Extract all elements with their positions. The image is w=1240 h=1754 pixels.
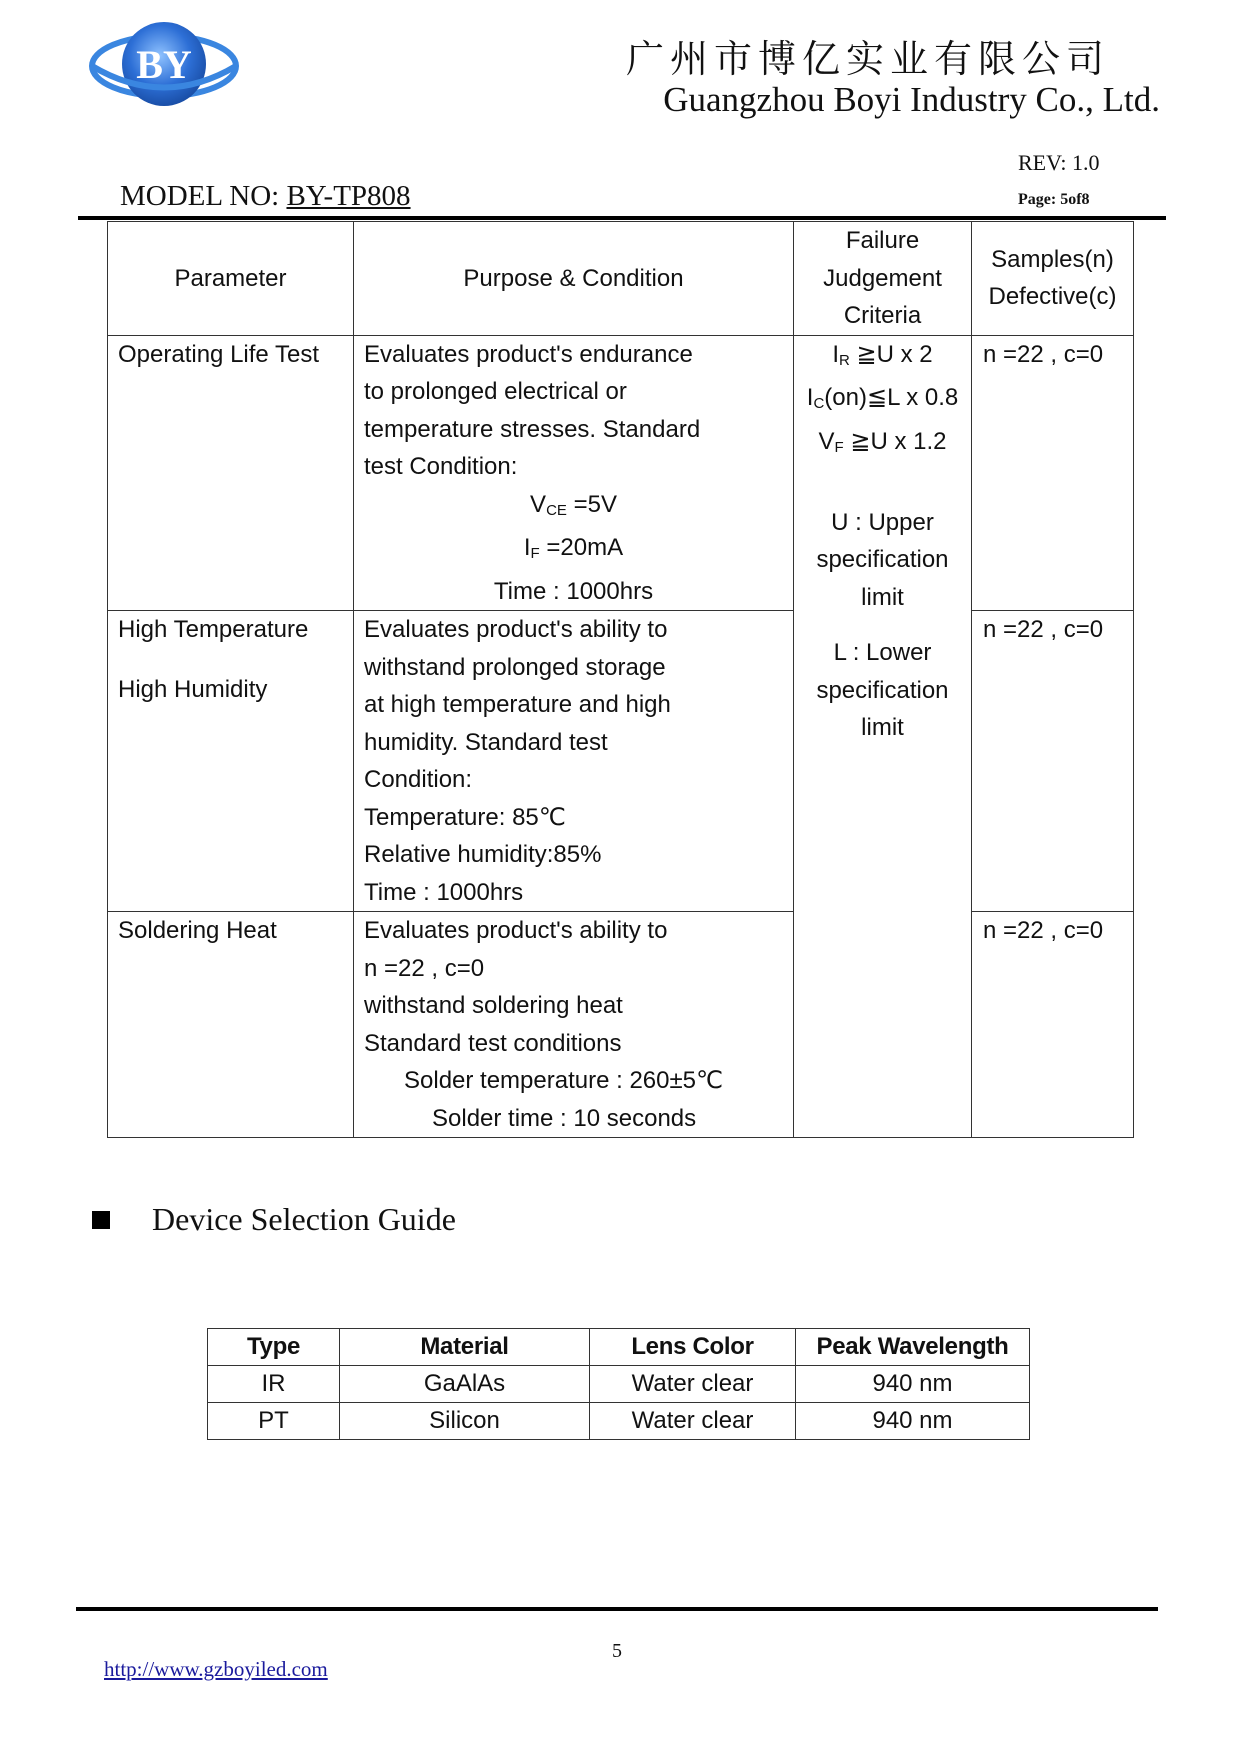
criteria-ic (798, 379, 967, 423)
purpose-line: test Condition: (364, 453, 518, 480)
parameter-name: High Humidity (118, 675, 268, 703)
criteria-lower-line: L : Lower (833, 639, 932, 666)
purpose-line: to prolonged electrical or (364, 378, 627, 405)
device-header-peak-wavelength: Peak Wavelength (796, 1329, 1030, 1366)
parameter-name: Soldering Heat (118, 917, 277, 944)
header-samples (972, 222, 1134, 336)
purpose-line: temperature stresses. Standard (364, 415, 701, 443)
condition-symbol: V (530, 490, 547, 518)
condition-symbol: I (523, 534, 531, 561)
table-row (108, 335, 1134, 611)
condition-value: =20mA (539, 534, 624, 561)
page-number: 5 (612, 1640, 622, 1662)
device-header-material: Material (340, 1329, 590, 1366)
purpose-cell (354, 912, 794, 1138)
criteria-value: ≧U x 1.2 (843, 427, 947, 455)
purpose-line: Temperature: 85℃ (364, 803, 566, 831)
purpose-line: n =22 , c=0 (364, 954, 485, 982)
spacer (798, 466, 967, 504)
header-criteria (794, 222, 972, 336)
purpose-line: humidity. Standard test (364, 728, 608, 756)
website-link[interactable]: http://www.gzboyiled.com (104, 1657, 328, 1681)
device-header-type: Type (208, 1329, 340, 1366)
purpose-line: Evaluates product's ability to (364, 616, 668, 643)
parameter-cell (108, 335, 354, 611)
header-samples-line: Defective(c) (988, 283, 1117, 311)
parameter-cell (108, 611, 354, 912)
device-type: PT (208, 1403, 340, 1440)
bullet-square-icon (92, 1211, 110, 1229)
header-parameter: Parameter (108, 222, 354, 336)
criteria-vf (798, 423, 967, 467)
table-row (108, 611, 1134, 912)
purpose-cell (354, 611, 794, 912)
criteria-symbol: V (818, 427, 835, 455)
purpose-line: Time : 1000hrs (364, 878, 524, 906)
criteria-subscript: F (834, 438, 844, 456)
table-header-row (108, 222, 1134, 336)
device-peak-wavelength: 940 nm (796, 1403, 1030, 1440)
samples-cell: n =22 , c=0 (972, 912, 1134, 1138)
criteria-upper-line: U : Upper (831, 508, 934, 536)
criteria-subscript: R (839, 351, 850, 369)
criteria-upper-line: limit (861, 583, 904, 611)
model-number (120, 180, 427, 213)
purpose-line: Evaluates product's endurance (364, 340, 693, 368)
device-header-lens-color: Lens Color (590, 1329, 796, 1366)
device-lens-color: Water clear (590, 1366, 796, 1403)
purpose-line: Standard test conditions (364, 1029, 622, 1057)
criteria-value: ≧U x 2 (849, 340, 933, 368)
header-criteria-line: Failure (845, 227, 920, 254)
criteria-subscript: C (813, 395, 825, 412)
table-row (208, 1403, 1030, 1440)
purpose-line: withstand soldering heat (364, 992, 623, 1019)
reliability-test-table (107, 221, 1134, 1138)
solder-temperature: Solder temperature : 260±5℃ (404, 1067, 723, 1094)
header-divider (78, 216, 1166, 220)
device-type: IR (208, 1366, 340, 1403)
company-name-chinese: 广州市博亿实业有限公司 (625, 37, 1110, 81)
header-criteria-line: Criteria (843, 302, 922, 329)
samples-cell: n =22 , c=0 (972, 611, 1134, 912)
criteria-ir (798, 336, 967, 380)
company-name-english: Guangzhou Boyi Industry Co., Ltd. (663, 80, 1160, 119)
solder-time: Solder time : 10 seconds (432, 1104, 697, 1132)
header-samples-line: Samples(n) (991, 245, 1114, 273)
criteria-symbol: I (806, 384, 814, 411)
condition-subscript: CE (546, 501, 567, 519)
purpose-line: Condition: (364, 766, 473, 793)
table-row (208, 1366, 1030, 1403)
criteria-cell (794, 335, 972, 1138)
criteria-symbol: I (832, 340, 840, 368)
purpose-cell (354, 335, 794, 611)
purpose-line: at high temperature and high (364, 691, 671, 718)
criteria-upper-line: specification (816, 546, 949, 573)
spacer (798, 616, 967, 634)
header-criteria-line: Judgement (823, 264, 942, 292)
condition-subscript: F (530, 545, 540, 562)
parameter-name: Operating Life Test (118, 340, 320, 368)
device-material: Silicon (340, 1403, 590, 1440)
device-material: GaAlAs (340, 1366, 590, 1403)
model-label: MODEL NO: (120, 180, 287, 212)
criteria-lower-line: limit (861, 714, 904, 741)
purpose-line: Evaluates product's ability to (364, 917, 668, 944)
logo-text: BY (136, 42, 192, 87)
device-header-row (208, 1329, 1030, 1366)
table-row (108, 912, 1134, 1138)
criteria-lower-line: specification (816, 676, 949, 704)
device-lens-color: Water clear (590, 1403, 796, 1440)
condition-if (364, 529, 783, 573)
criteria-value: (on)≦L x 0.8 (824, 384, 959, 411)
condition-value: =5V (566, 490, 617, 518)
page-reference: Page: 5of8 (1018, 191, 1090, 208)
samples-cell: n =22 , c=0 (972, 335, 1134, 611)
condition-vce (364, 486, 783, 530)
revision: REV: 1.0 (1018, 150, 1100, 175)
section-title: Device Selection Guide (152, 1201, 456, 1237)
model-value: BY-TP808 (286, 180, 411, 212)
footer-divider (76, 1607, 1158, 1611)
company-logo (84, 14, 244, 114)
parameter-name: High Temperature (118, 616, 309, 643)
condition-time: Time : 1000hrs (493, 577, 654, 605)
purpose-line: withstand prolonged storage (364, 653, 666, 681)
parameter-cell (108, 912, 354, 1138)
device-selection-table (207, 1328, 1030, 1440)
header-purpose: Purpose & Condition (354, 222, 794, 336)
device-peak-wavelength: 940 nm (796, 1366, 1030, 1403)
purpose-line: Relative humidity:85% (364, 841, 602, 868)
